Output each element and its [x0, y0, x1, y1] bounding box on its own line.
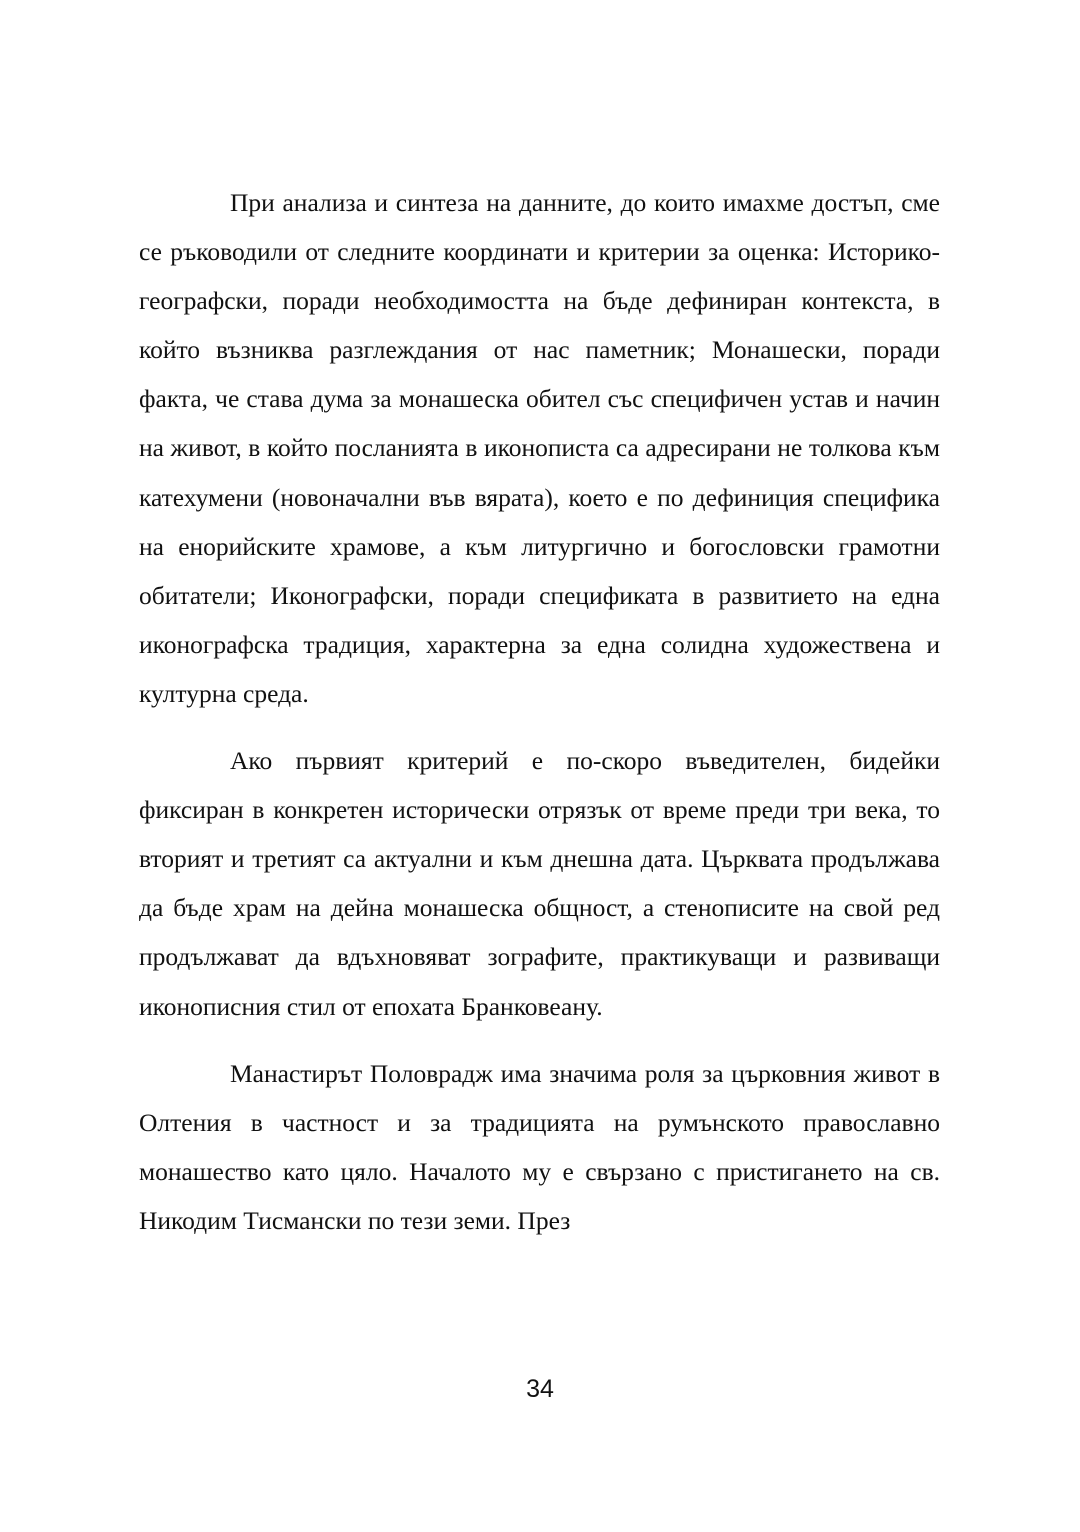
paragraph-polovragi-monastery: Манастирът Половрадж има значима роля за църковния живот в Олтения в частност и за традицията на румънското православно монашество като цяло. Началото му е свързано с пристигането на св. Никодим Тисмански по тези земи. През [139, 1058, 940, 1235]
body-text [139, 178, 940, 1245]
page-number: 34 [526, 1375, 554, 1403]
paragraph-evaluation-criteria: При анализа и синтеза на данните, до които имахме достъп, сме се ръководили от следните координати и критерии за оценка: Историко-географски, поради необходимостта на бъде дефиниран контекста, в който възниква разглеждания от нас паметник; Монашески, поради факта, че става дума за монашеска обител със специфичен устав и начин на живот, в който посланията в иконописта са адресирани не толкова към катехумени (новоначални във вярата), което е по дефиниция специфика на енорийските храмове, а към литургично и богословски грамотни обитатели; Иконографски, поради спецификата в развитието на една иконографска традиция, характерна за една солидна художествена и културна среда. [139, 188, 940, 708]
paragraph-criteria-relevance: Ако първият критерий е по-скоро въведителен, бидейки фиксиран в конкретен исторически отрязък от време преди три века, то вторият и третият са актуални и към днешна дата. Църквата продължава да бъде храм на дейна монашеска общност, а стенописите на свой ред продължават да вдъхновяват зографите, практикуващи и развиващи иконописния стил от епохата Бранковеану. [139, 746, 940, 1021]
